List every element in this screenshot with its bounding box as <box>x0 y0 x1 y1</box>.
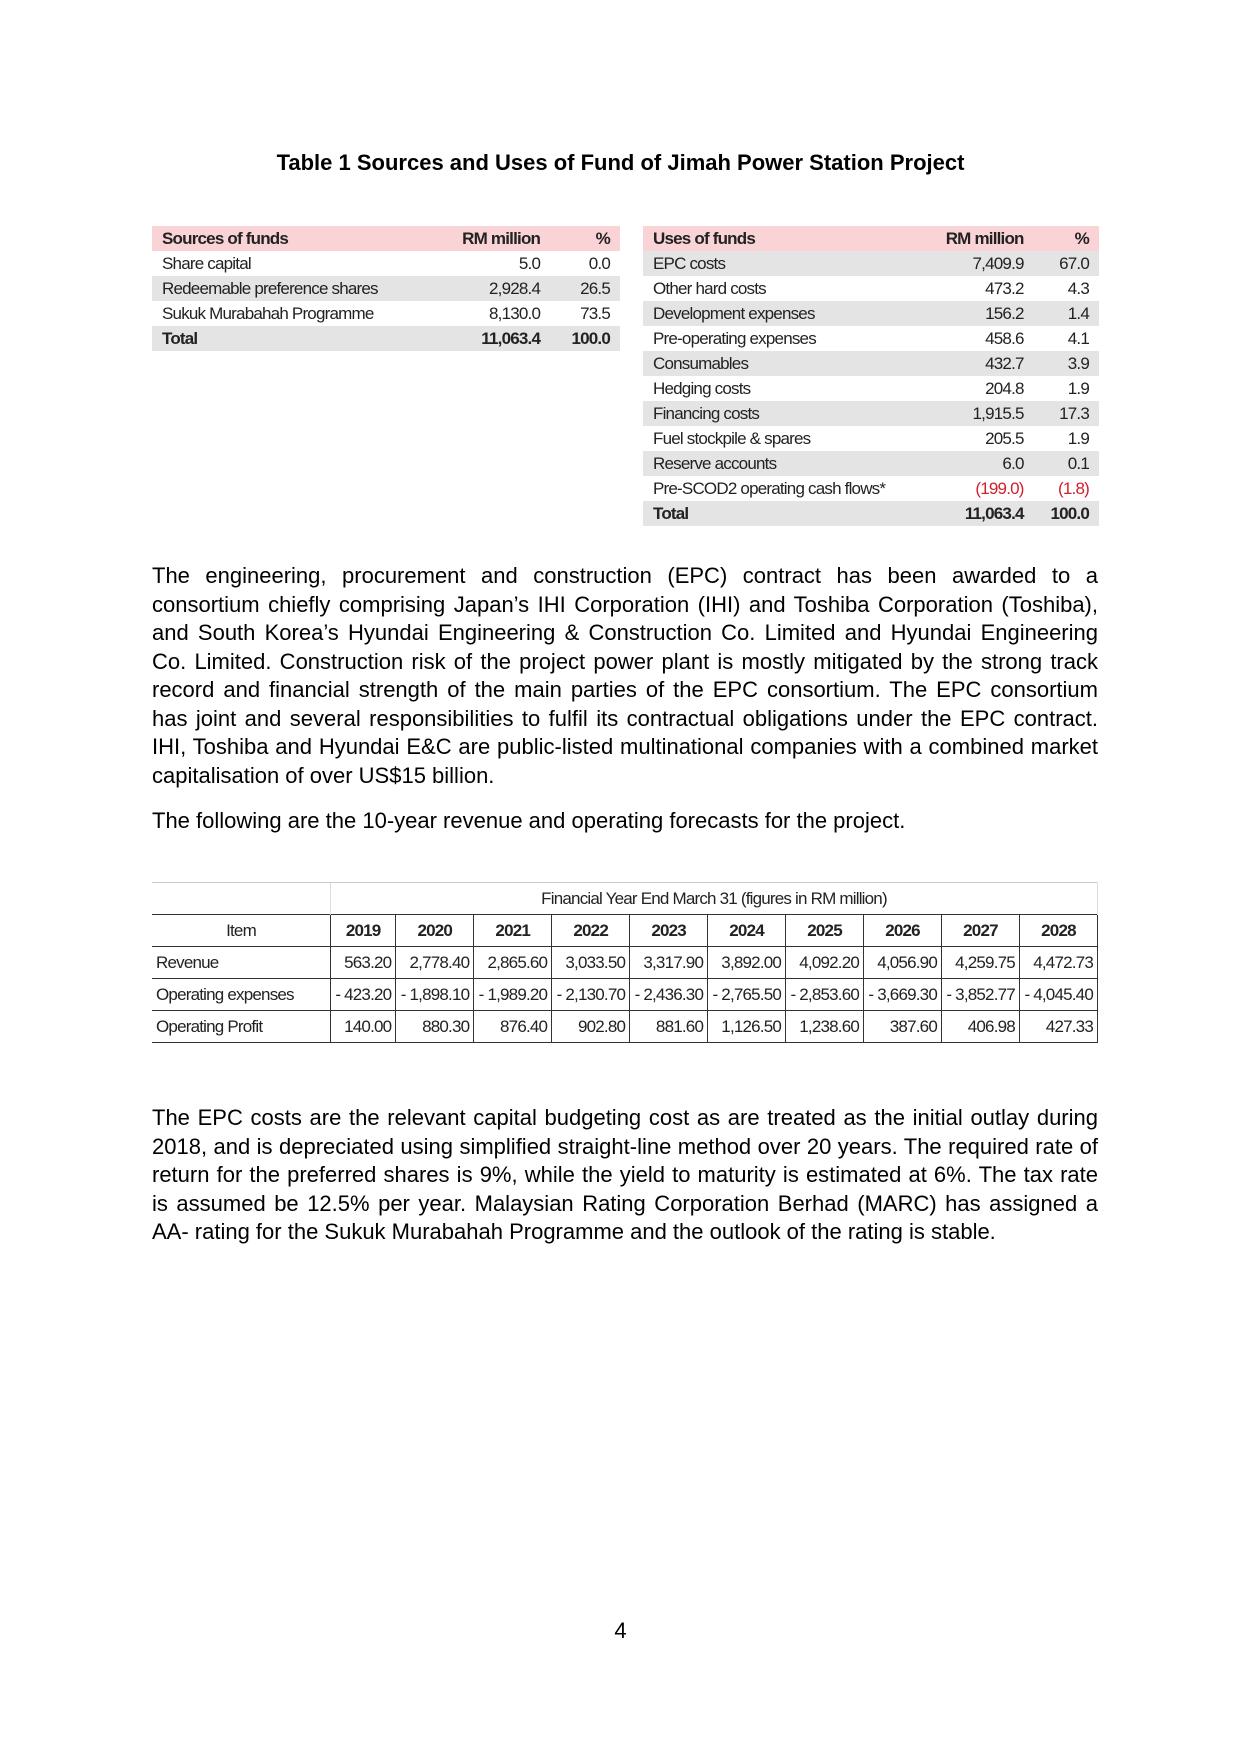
value-cell: 1,238.60 <box>786 1011 864 1043</box>
forecast-caption: Financial Year End March 31 (figures in RM million) <box>331 883 1098 915</box>
label-cell: Pre-operating expenses <box>653 328 816 348</box>
epc-contract-paragraph: The engineering, procurement and construction (EPC) contract has been awarded to a consortium chiefly comprising Japan’s IHI Corporation (IHI) and Toshiba Corporation (Toshiba), and South Korea’s Hyundai Engineering & Construction Co. Limited and Hyundai Engineering Co. Limited. Construction risk of the project power plant is mostly mitigated by the strong track record and financial strength of the main parties of the EPC consortium. The EPC consortium has joint and several responsibilities to fulfil its contractual obligations under the EPC contract. IHI, Toshiba and Hyundai E&C are public-listed multinational companies with a combined market capitalisation of over US$15 billion. <box>152 563 1098 788</box>
value-cell: - 2,765.50 <box>708 979 786 1011</box>
column-header: RM million <box>924 226 1033 251</box>
total-value: 11,063.4 <box>433 326 550 351</box>
forecast-intro-paragraph: The following are the 10-year revenue and operating forecasts for the project. <box>152 808 906 833</box>
value-cell: 1.9 <box>1067 428 1089 448</box>
label-cell: EPC costs <box>643 251 924 276</box>
table-row <box>643 451 1099 476</box>
value-cell: 205.5 <box>985 428 1024 448</box>
value-cell: 880.30 <box>396 1011 474 1043</box>
uses-of-funds-table <box>643 226 1099 526</box>
table-row <box>643 301 1099 326</box>
value-cell: 473.2 <box>985 278 1024 298</box>
label-cell: Share capital <box>162 253 251 273</box>
row-label: Operating expenses <box>152 979 331 1011</box>
value-cell: (199.0) <box>975 478 1024 498</box>
year-header: 2021 <box>474 915 552 947</box>
table-row <box>152 251 620 276</box>
value-cell: - 1,898.10 <box>396 979 474 1011</box>
label-cell: Sukuk Murabahah Programme <box>162 303 374 323</box>
value-cell: - 2,853.60 <box>786 979 864 1011</box>
table-row <box>643 476 1099 501</box>
caption-row <box>152 883 1098 915</box>
value-cell: - 3,669.30 <box>864 979 942 1011</box>
year-header: 2026 <box>864 915 942 947</box>
column-header: Uses of funds <box>643 226 924 251</box>
value-cell: 1.9 <box>1067 378 1089 398</box>
value-cell: - 3,852.77 <box>941 979 1019 1011</box>
value-cell: 26.5 <box>550 276 620 301</box>
value-cell: 204.8 <box>985 378 1024 398</box>
value-cell: - 2,436.30 <box>630 979 708 1011</box>
total-row <box>643 501 1099 526</box>
item-header: Item <box>152 915 331 947</box>
value-cell: 8,130.0 <box>489 303 541 323</box>
value-cell: 0.0 <box>588 253 610 273</box>
label-cell: Reserve accounts <box>643 451 924 476</box>
value-cell: 563.20 <box>331 947 396 979</box>
forecast-row <box>152 979 1098 1011</box>
label-cell: Pre-SCOD2 operating cash flows* <box>653 478 886 498</box>
table-row <box>643 251 1099 276</box>
sources-of-funds-table <box>152 226 620 351</box>
value-cell: 156.2 <box>924 301 1033 326</box>
table-row <box>152 301 620 326</box>
column-header: % <box>1034 226 1099 251</box>
value-cell: 4,056.90 <box>864 947 942 979</box>
table-row <box>643 401 1099 426</box>
value-cell: 3.9 <box>1034 351 1099 376</box>
value-cell: 73.5 <box>580 303 610 323</box>
column-header: % <box>550 226 620 251</box>
value-cell: (1.8) <box>1058 478 1089 498</box>
value-cell: 902.80 <box>552 1011 630 1043</box>
label-cell: Redeemable preference shares <box>152 276 433 301</box>
empty-cell <box>152 883 331 915</box>
year-header: 2022 <box>552 915 630 947</box>
header-row <box>152 226 620 251</box>
value-cell: 7,409.9 <box>924 251 1033 276</box>
table-row <box>643 351 1099 376</box>
value-cell: 427.33 <box>1019 1011 1097 1043</box>
value-cell: 5.0 <box>518 253 541 273</box>
table-row <box>152 276 620 301</box>
year-header: 2025 <box>786 915 864 947</box>
label-cell: Hedging costs <box>653 378 751 398</box>
value-cell: 1,915.5 <box>924 401 1033 426</box>
year-header: 2027 <box>941 915 1019 947</box>
label-cell: Financing costs <box>643 401 924 426</box>
value-cell: - 2,130.70 <box>552 979 630 1011</box>
value-cell: 1.4 <box>1034 301 1099 326</box>
row-label: Revenue <box>152 947 331 979</box>
value-cell: 67.0 <box>1034 251 1099 276</box>
value-cell: 881.60 <box>630 1011 708 1043</box>
year-header-row <box>152 915 1098 947</box>
table-title: Table 1 Sources and Uses of Fund of Jimah Power Station Project <box>276 150 965 175</box>
total-label: Total <box>643 501 924 526</box>
year-header: 2028 <box>1019 915 1097 947</box>
value-cell: 4.1 <box>1067 328 1089 348</box>
value-cell: 1,126.50 <box>708 1011 786 1043</box>
total-label: Total <box>152 326 433 351</box>
value-cell: 17.3 <box>1034 401 1099 426</box>
year-header: 2019 <box>331 915 396 947</box>
value-cell: 2,865.60 <box>474 947 552 979</box>
total-row <box>152 326 620 351</box>
table-row <box>643 376 1099 401</box>
table-row <box>643 276 1099 301</box>
year-header: 2023 <box>630 915 708 947</box>
value-cell: 140.00 <box>331 1011 396 1043</box>
value-cell: 876.40 <box>474 1011 552 1043</box>
value-cell: - 1,989.20 <box>474 979 552 1011</box>
value-cell: 387.60 <box>864 1011 942 1043</box>
label-cell: Other hard costs <box>653 278 766 298</box>
value-cell: 6.0 <box>924 451 1033 476</box>
value-cell: 4,259.75 <box>941 947 1019 979</box>
page-number: 4 <box>614 1618 627 1643</box>
year-header: 2020 <box>396 915 474 947</box>
total-value: 100.0 <box>1034 501 1099 526</box>
value-cell: 3,317.90 <box>630 947 708 979</box>
value-cell: 458.6 <box>985 328 1024 348</box>
value-cell: 4,092.20 <box>786 947 864 979</box>
value-cell: 406.98 <box>941 1011 1019 1043</box>
row-label: Operating Profit <box>152 1011 331 1043</box>
value-cell: 2,778.40 <box>396 947 474 979</box>
total-value: 11,063.4 <box>924 501 1033 526</box>
value-cell: 3,033.50 <box>552 947 630 979</box>
value-cell: 3,892.00 <box>708 947 786 979</box>
label-cell: Consumables <box>643 351 924 376</box>
column-header: RM million <box>433 226 550 251</box>
value-cell: - 4,045.40 <box>1019 979 1097 1011</box>
table-row <box>643 326 1099 351</box>
label-cell: Fuel stockpile & spares <box>653 428 811 448</box>
forecast-table <box>152 882 1098 1043</box>
forecast-row <box>152 947 1098 979</box>
value-cell: 4.3 <box>1067 278 1089 298</box>
total-value: 100.0 <box>550 326 620 351</box>
year-header: 2024 <box>708 915 786 947</box>
value-cell: 2,928.4 <box>433 276 550 301</box>
column-header: Sources of funds <box>152 226 433 251</box>
value-cell: 432.7 <box>924 351 1033 376</box>
value-cell: 0.1 <box>1034 451 1099 476</box>
header-row <box>643 226 1099 251</box>
forecast-row <box>152 1011 1098 1043</box>
value-cell: 4,472.73 <box>1019 947 1097 979</box>
table-row <box>643 426 1099 451</box>
epc-costs-paragraph: The EPC costs are the relevant capital budgeting cost as are treated as the initial outlay during 2018, and is depreciated using simplified straight-line method over 20 years. The required rate of return for the preferred shares is 9%, while the yield to maturity is estimated at 6%. The tax rate is assumed be 12.5% per year. Malaysian Rating Corporation Berhad (MARC) has assigned a AA- rating for the Sukuk Murabahah Programme and the outlook of the rating is stable. <box>152 1105 1098 1244</box>
value-cell: - 423.20 <box>331 979 396 1011</box>
label-cell: Development expenses <box>643 301 924 326</box>
